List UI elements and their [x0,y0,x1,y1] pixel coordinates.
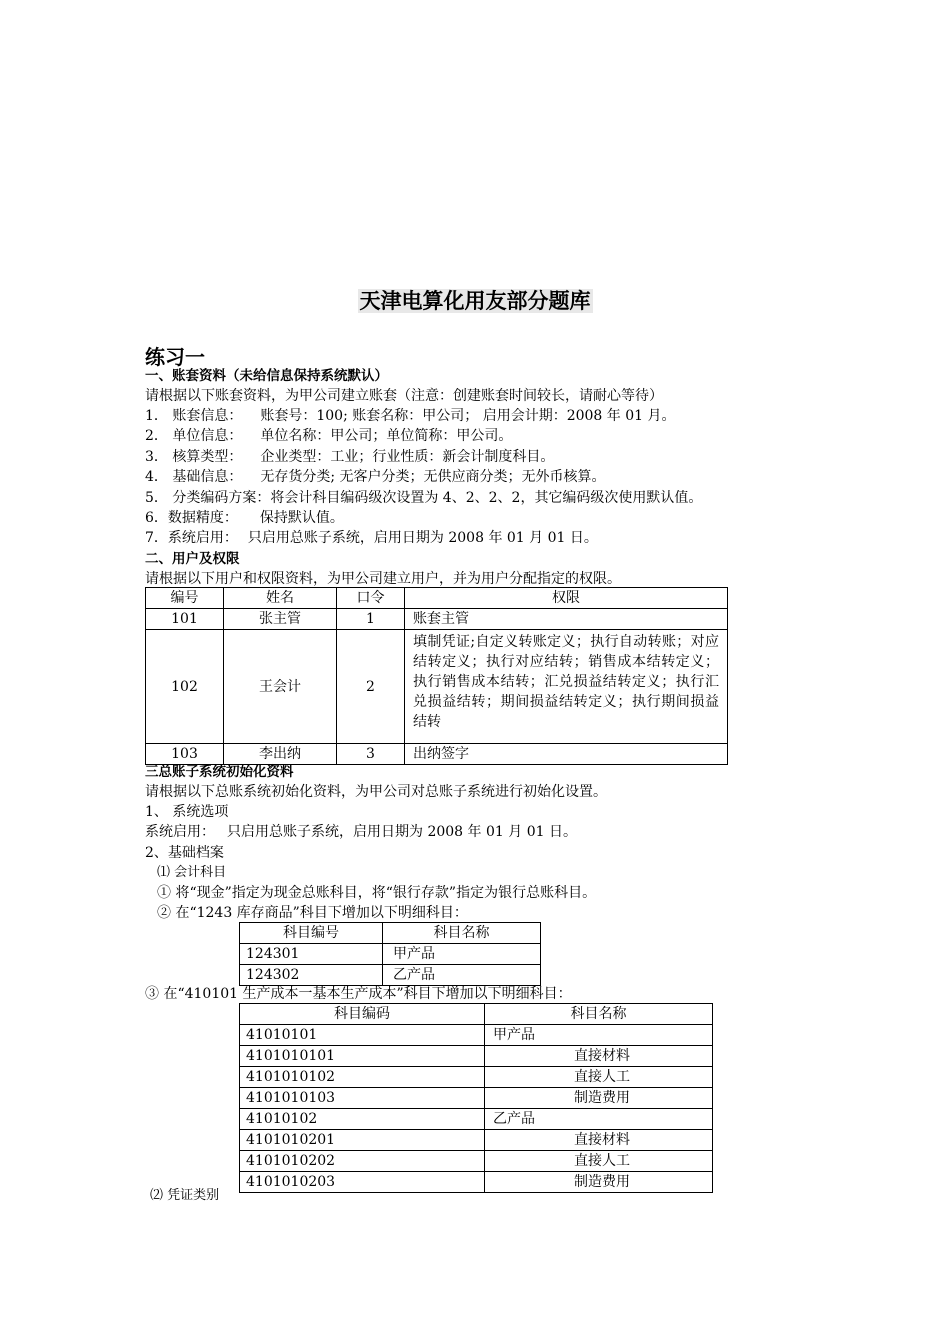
section-3-intro: 请根据以下总账系统初始化资料，为甲公司对总账子系统进行初始化设置。 [145,784,607,800]
accounting-subjects-heading: ⑴ 会计科目 [157,865,227,880]
subject-code: 4101010103 [240,1088,485,1109]
subject-name: 制造费用 [485,1088,713,1109]
step-1-text: ① 将“现金”指定为现金总账科目，将“银行存款”指定为银行总账科目。 [157,885,597,901]
user-name: 王会计 [224,630,337,744]
system-options-enable: 系统启用： 只启用总账子系统，启用日期为 2008 年 01 月 01 日。 [145,824,577,840]
user-name: 李出纳 [224,744,337,765]
table-row [240,1025,713,1046]
user-id: 101 [146,609,224,630]
system-enable-item: 7．系统启用： 只启用总账子系统，启用日期为 2008 年 01 月 01 日。 [145,530,598,546]
section-1-heading: 一、账套资料（未给信息保持系统默认） [145,368,388,384]
inventory-subject-table [239,922,541,986]
subject-code: 41010102 [240,1109,485,1130]
subject-name: 直接人工 [485,1067,713,1088]
step-3-text: ③ 在“410101 生产成本一基本生产成本”科目下增加以下明细科目： [145,986,572,1002]
table-row [146,630,728,744]
subject-name: 制造费用 [485,1172,713,1193]
user-id: 102 [146,630,224,744]
user-password: 3 [337,744,405,765]
subject-code: 41010101 [240,1025,485,1046]
coding-scheme-item: 5． 分类编码方案：将会计科目编码级次设置为 4、2、2、2，其它编码级次使用默认值。 [145,490,703,506]
column-header: 科目名称 [383,923,541,944]
subject-name: 直接材料 [485,1130,713,1151]
table-header-row [240,923,541,944]
voucher-category-heading: ⑵ 凭证类别 [150,1188,220,1203]
subject-code: 124302 [240,965,383,986]
user-password: 2 [337,630,405,744]
table-row [240,1151,713,1172]
section-1-intro: 请根据以下账套资料，为甲公司建立账套（注意：创建账套时间较长，请耐心等待） [145,388,663,404]
user-permission: 出纳签字 [405,744,728,765]
production-cost-subject-table [239,1003,713,1193]
column-header: 姓名 [224,588,337,609]
accounting-type-item: 3． 核算类型： 企业类型：工业；行业性质：新会计制度科目。 [145,449,555,465]
table-row [240,944,541,965]
precision-item: 6．数据精度： 保持默认值。 [145,510,344,526]
subject-name: 直接材料 [485,1046,713,1067]
column-header: 科目名称 [485,1004,713,1025]
subject-code: 4101010203 [240,1172,485,1193]
column-header: 科目编号 [240,923,383,944]
system-options-heading: 1、 系统选项 [145,804,229,820]
user-name: 张主管 [224,609,337,630]
subject-code: 4101010102 [240,1067,485,1088]
subject-name: 乙产品 [485,1109,713,1130]
account-info-item: 1． 账套信息： 账套号：100; 账套名称：甲公司； 启用会计期：2008 年 01 月。 [145,408,676,424]
user-password: 1 [337,609,405,630]
base-info-item: 4． 基础信息： 无存货分类; 无客户分类；无供应商分类；无外币核算。 [145,469,606,485]
table-row [240,965,541,986]
section-2-heading: 二、用户及权限 [145,551,240,567]
table-row [240,1172,713,1193]
subject-name: 甲产品 [383,944,541,965]
section-2-intro: 请根据以下用户和权限资料，为甲公司建立用户，并为用户分配指定的权限。 [145,571,621,587]
user-permission: 填制凭证;自定义转账定义；执行自动转账；对应结转定义；执行对应结转；销售成本结转定义；执行销售成本结转；汇兑损益结转定义；执行汇兑损益结转；期间损益结转定义；执行期间损益结转 [405,630,728,744]
document-title: 天津电算化用友部分题库 [359,289,591,313]
subject-code: 4101010101 [240,1046,485,1067]
table-row [240,1067,713,1088]
section-3-heading: 三总账子系统初始化资料 [145,764,294,780]
table-header-row [240,1004,713,1025]
base-archive-heading: 2、基础档案 [145,845,224,861]
table-row [240,1088,713,1109]
table-row [240,1130,713,1151]
subject-name: 直接人工 [485,1151,713,1172]
table-row [146,609,728,630]
column-header: 口令 [337,588,405,609]
user-table [145,587,728,765]
user-permission: 账套主管 [405,609,728,630]
column-header: 编号 [146,588,224,609]
column-header: 权限 [405,588,728,609]
subject-name: 乙产品 [383,965,541,986]
subject-code: 4101010201 [240,1130,485,1151]
subject-code: 124301 [240,944,383,965]
user-id: 103 [146,744,224,765]
subject-code: 4101010202 [240,1151,485,1172]
table-row [240,1046,713,1067]
subject-name: 甲产品 [485,1025,713,1046]
step-2-text: ② 在“1243 库存商品”科目下增加以下明细科目： [157,905,468,921]
unit-info-item: 2． 单位信息： 单位名称：甲公司；单位简称：甲公司。 [145,428,513,444]
column-header: 科目编码 [240,1004,485,1025]
table-row [240,1109,713,1130]
exercise-heading: 练习一 [145,345,205,369]
table-header-row [146,588,728,609]
